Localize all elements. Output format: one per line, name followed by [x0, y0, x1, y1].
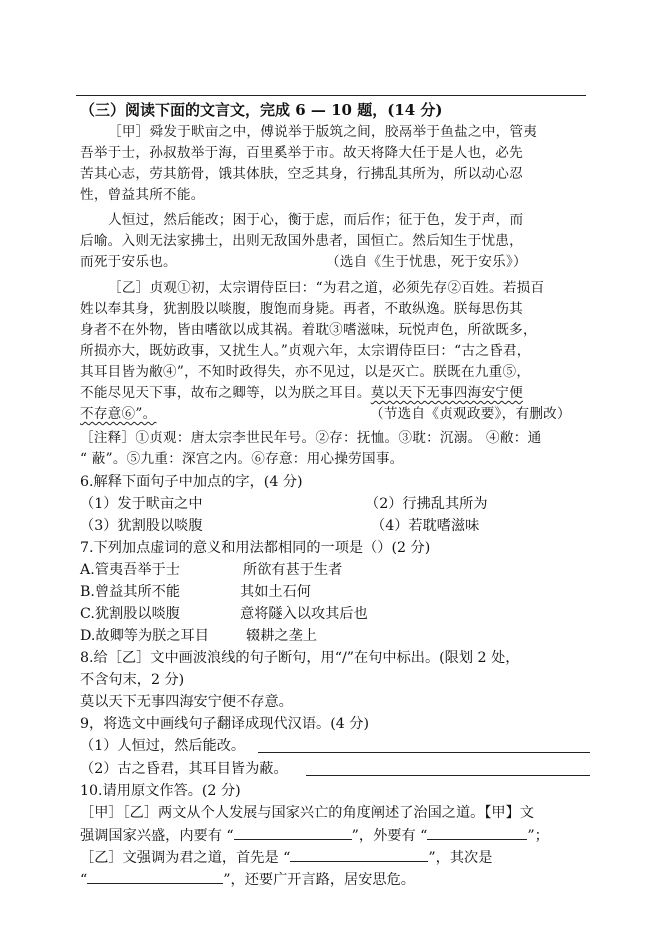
passage-yi-line: 身者不在外物，皆由嗜欲以成其祸。着耽③嗜滋味，玩悦声色，所欲既多， — [80, 322, 537, 338]
top-rule — [76, 95, 586, 96]
question-10-text: ”，还要广开言路，居安思危。 — [223, 872, 415, 888]
answer-blank[interactable] — [427, 825, 527, 840]
passage-yi-line — [80, 383, 523, 403]
question-7-option-b: B.曾益其所不能 — [80, 584, 181, 600]
passage-yi-text: 不能尽见天下事，故布之卿等，以为朕之耳目。 — [80, 385, 371, 401]
question-7-option-c: C.犹割股以啖腹 — [80, 606, 180, 622]
answer-blank[interactable] — [290, 847, 428, 862]
passage-yi-line: ［乙］贞观①初，太宗谓侍臣曰：“为君之道，必须先存②百姓。若损百 — [108, 280, 545, 296]
question-6-item: （4）若耽嗜滋味 — [371, 518, 480, 534]
question-6-item: （3）犹割股以啖腹 — [80, 518, 203, 534]
question-10-line — [80, 847, 492, 868]
question-10-line: ［甲］［乙］两文从个人发展与国家兴亡的角度阐述了治国之道。【甲】文 — [80, 805, 534, 821]
question-7-option-b-pair: 其如土石何 — [240, 584, 311, 600]
passage-jia-line: 性，曾益其所不能。 — [80, 187, 205, 203]
question-10-text: “ — [80, 872, 88, 888]
passage-jia-line: 吾举于士，孙叔敖举于海，百里奚举于市。故天将降大任于是人也，必先 — [80, 145, 523, 161]
question-8-stem: 8.给［乙］文中画波浪线的句子断句，用“/”在句中标出。(限划 2 处， — [80, 650, 520, 666]
question-7-option-d-pair: 辍耕之垄上 — [246, 628, 317, 644]
passage-jia-line: 苦其心志，劳其筋骨，饿其体肤，空乏其身，行拂乱其所为，所以动心忍 — [80, 166, 523, 182]
question-10-line — [80, 869, 415, 890]
question-7-option-d: D.故卿等为朕之耳目 — [80, 628, 209, 644]
question-9-item-text: （2）古之昏君，其耳目皆为蔽。 — [80, 761, 288, 777]
answer-blank[interactable] — [306, 761, 590, 776]
passage-yi-line: 其耳目皆为敝④”，不知时政得失，亦不见过，以是灭亡。朕既在九重⑤， — [80, 364, 531, 380]
question-7-option-a-pair: 所欲有甚于生者 — [243, 562, 343, 578]
question-7-option-c-pair: 意将隧入以攻其后也 — [240, 606, 368, 622]
question-8-sentence: 莫以天下无事四海安宁便不存意。 — [80, 694, 293, 710]
passage-jia-line: ［甲］舜发于畎亩之中，傅说举于版筑之间，胶鬲举于鱼盐之中，管夷 — [108, 124, 538, 140]
wavy-underlined-sentence: 莫以天下无事四海安宁便 — [370, 385, 523, 401]
question-10-text: 强调国家兴盛，内要有 “ — [80, 828, 234, 844]
passage-jia-line: 后喻。入则无法家拂士，出则无敌国外患者，国恒亡。然后知生于忧患， — [80, 233, 523, 249]
question-10-stem: 10.请用原文作答。(2 分) — [80, 783, 241, 799]
notes-line: ［注释］①贞观：唐太宗李世民年号。②存：抚恤。③耽：沉溺。 ④敝：通 — [80, 430, 542, 446]
passage-yi-source: （节选自《贞观政要》，有删改） — [370, 406, 571, 422]
question-9-item — [80, 736, 245, 756]
question-10-text: ”； — [527, 828, 549, 844]
question-6-stem: 6.解释下面句子中加点的字，(4 分) — [80, 474, 303, 490]
question-10-text: ［乙］文强调为君之道，首先是 “ — [80, 850, 291, 866]
notes-line: “ 蔽”。⑤九重：深宫之内。⑥存意：用心操劳国事。 — [80, 451, 404, 467]
passage-yi-line — [80, 404, 156, 424]
passage-jia-line: 人恒过，然后能改；困于心，衡于虑，而后作；征于色，发于声，而 — [108, 212, 524, 228]
answer-blank[interactable] — [258, 738, 590, 753]
question-7-stem: 7.下列加点虚词的意义和用法都相同的一项是（）(2 分) — [80, 540, 431, 556]
wavy-underlined-sentence-end: 不存意⑥”。 — [80, 406, 157, 422]
passage-jia-source: （选自《生于忧患，死于安乐》） — [326, 254, 527, 270]
section-heading: （三）阅读下面的文言文，完成 6 — 10 题，(14 分) — [80, 101, 443, 119]
question-6-item: （2）行拂乱其所为 — [365, 496, 488, 512]
question-10-text: ”，外要有 “ — [351, 828, 428, 844]
answer-blank[interactable] — [87, 869, 223, 884]
question-9-item-text: （1）人恒过，然后能改。 — [80, 738, 246, 754]
question-8-stem-cont: 不含句末，2 分) — [80, 672, 185, 688]
question-7-option-a: A.管夷吾举于士 — [80, 562, 180, 578]
question-10-text: ”，其次是 — [428, 850, 493, 866]
passage-jia-line: 而死于安乐也。 — [80, 254, 177, 270]
passage-yi-line: 姓以奉其身，犹割股以啖腹，腹饱而身毙。再者，不敢纵逸。朕每思伤其 — [80, 301, 523, 317]
passage-yi-line: 所损亦大，既妨政事，又扰生人。”贞观六年，太宗谓侍臣曰：“古之昏君， — [80, 343, 531, 359]
question-9-stem: 9，将选文中画线句子翻译成现代汉语。(4 分) — [80, 716, 370, 732]
question-10-line — [80, 825, 549, 846]
question-9-item — [80, 759, 288, 779]
question-6-item: （1）发于畎亩之中 — [80, 496, 203, 512]
answer-blank[interactable] — [234, 825, 352, 840]
